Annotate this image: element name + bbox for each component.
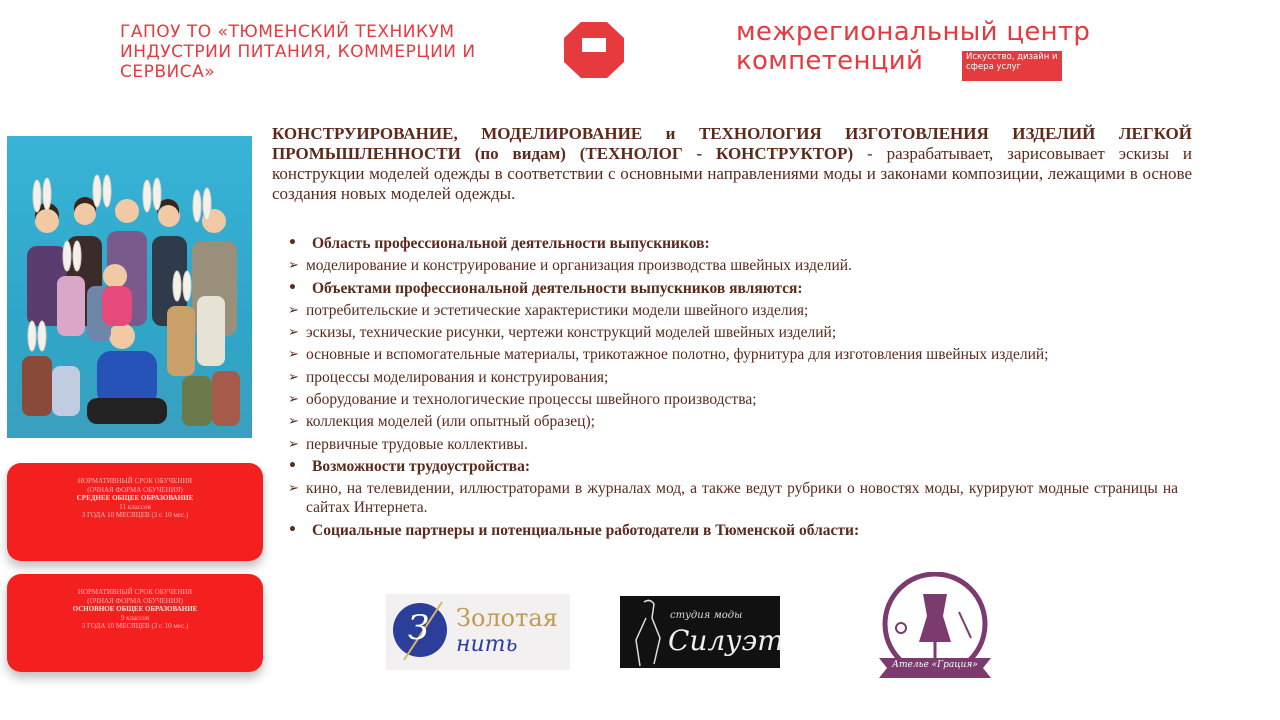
profession-title: КОНСТРУИРОВАНИЕ, МОДЕЛИРОВАНИЕ и ТЕХНОЛОГИЯ ИЗГОТОВЛЕНИЯ ИЗДЕЛИЙ ЛЕГКОЙ ПРОМЫШЛЕННОСТИ (по видам) (ТЕХНОЛОГ - КОНСТРУКТОР)	[272, 124, 1192, 163]
partner-name: Ателье «Грация»	[892, 660, 978, 670]
college-name: ГАПОУ ТО «ТЮМЕНСКИЙ ТЕХНИКУМ ИНДУСТРИИ ПИТАНИЯ, КОММЕРЦИИ И СЕРВИСА»	[120, 22, 476, 82]
partner-name: Силуэт	[668, 624, 784, 657]
list-item-text: эскизы, технические рисунки, чертежи конструкций моделей швейных изделий;	[306, 324, 837, 342]
partner-name-line2: нить	[456, 632, 518, 657]
card-line: ОСНОВНОЕ ОБЩЕЕ ОБРАЗОВАНИЕ	[72, 605, 198, 613]
list-item-text: Объектами профессиональной деятельности выпускников являются:	[312, 279, 803, 297]
list-item-text: первичные трудовые коллективы.	[306, 435, 528, 453]
fashion-sketch-icon	[624, 596, 674, 668]
profession-text: - разрабатывает, зарисовывает эскизы и конструкции моделей одежды в соответствии с основными направлениями моды и законами композиции, лежащими в основе создания новых моделей одежды.	[272, 144, 1192, 203]
partner-zolotaya-nit-logo	[386, 594, 570, 670]
card-line: 11 классов	[119, 502, 151, 511]
competence-center-tag: Искусство, дизайн и сфера услуг	[962, 51, 1062, 81]
list-item-text: потребительские и эстетические характеристики модели швейного изделия;	[306, 301, 809, 319]
competence-center-logo	[736, 18, 1166, 76]
arrow-bullet-icon: ➢	[288, 347, 299, 363]
bullet-icon: •	[288, 235, 297, 251]
competence-center-title-line2: компетенций	[736, 46, 924, 76]
list-item-text: коллекция моделей (или опытный образец);	[306, 413, 595, 431]
section-heading	[288, 279, 1178, 298]
students-with-dolls-illustration	[7, 136, 252, 438]
list-item	[288, 256, 1178, 275]
section-heading	[288, 521, 1178, 540]
arrow-bullet-icon: ➢	[288, 392, 299, 408]
card-line: СРЕДНЕЕ ОБЩЕЕ ОБРАЗОВАНИЕ	[76, 494, 194, 502]
group-photo	[7, 136, 252, 438]
list-item-text: моделирование и конструирование и организация производства швейных изделий.	[306, 257, 852, 275]
list-item-text: Социальные партнеры и потенциальные работодатели в Тюменской области:	[312, 521, 860, 539]
list-item-text: процессы моделирования и конструирования;	[306, 368, 609, 386]
arrow-bullet-icon: ➢	[288, 414, 299, 430]
list-item	[288, 368, 1178, 387]
section-heading	[288, 457, 1178, 476]
dress-form-emblem-icon	[873, 572, 997, 690]
card-line: (ОЧНАЯ ФОРМА ОБУЧЕНИЯ)	[87, 485, 183, 494]
list-item	[288, 301, 1178, 320]
list-item-text: кино, на телевидении, иллюстраторами в журналах мод, а также ведут рубрики о новостях моды, курируют модные страницы на сайтах Интернета.	[306, 480, 1178, 517]
arrow-bullet-icon: ➢	[288, 481, 299, 497]
info-list	[288, 234, 1178, 543]
list-item	[288, 435, 1178, 454]
arrow-bullet-icon: ➢	[288, 302, 299, 318]
partner-name-line1: Золотая	[456, 604, 558, 632]
partner-caption: студия моды	[670, 610, 743, 621]
section-heading	[288, 234, 1178, 253]
arrow-bullet-icon: ➢	[288, 436, 299, 452]
list-item-text: Возможности трудоустройства:	[312, 457, 531, 475]
card-line: 3 ГОДА 10 МЕСЯЦЕВ (3 г. 10 мес.)	[81, 622, 189, 630]
card-line: НОРМАТИВНЫЙ СРОК ОБУЧЕНИЯ	[77, 477, 193, 485]
list-item	[288, 479, 1178, 517]
card-line: 9 классов	[120, 613, 150, 622]
arrow-bullet-icon: ➢	[288, 325, 299, 341]
profession-description	[272, 124, 1192, 204]
list-item	[288, 390, 1178, 409]
study-term-card-9	[7, 574, 263, 672]
study-term-card-11	[7, 463, 263, 561]
card-line: (ОЧНАЯ ФОРМА ОБУЧЕНИЯ)	[87, 596, 183, 605]
list-item	[288, 345, 1178, 364]
arrow-bullet-icon: ➢	[288, 369, 299, 385]
bullet-icon: •	[288, 521, 297, 538]
card-line: 3 ГОДА 10 МЕСЯЦЕВ (3 г. 10 мес.)	[81, 511, 189, 519]
octagon-logo-icon	[564, 22, 624, 78]
bullet-icon: •	[288, 457, 297, 474]
competence-center-title-line1: межрегиональный центр	[736, 17, 1091, 47]
list-item	[288, 323, 1178, 342]
partner-atelier-gratsiya-logo	[873, 572, 997, 690]
arrow-bullet-icon: ➢	[288, 258, 299, 274]
list-item-text: оборудование и технологические процессы швейного производства;	[306, 391, 757, 409]
card-line: НОРМАТИВНЫЙ СРОК ОБУЧЕНИЯ	[77, 588, 193, 596]
list-item-text: основные и вспомогательные материалы, трикотажное полотно, фурнитура для изготовления швейных изделий;	[306, 346, 1049, 364]
list-item-text: Область профессиональной деятельности выпускников:	[312, 235, 710, 252]
partner-siluet-logo	[620, 596, 784, 668]
bullet-icon: •	[288, 279, 297, 296]
partner-initial: З	[408, 608, 430, 648]
list-item	[288, 412, 1178, 431]
